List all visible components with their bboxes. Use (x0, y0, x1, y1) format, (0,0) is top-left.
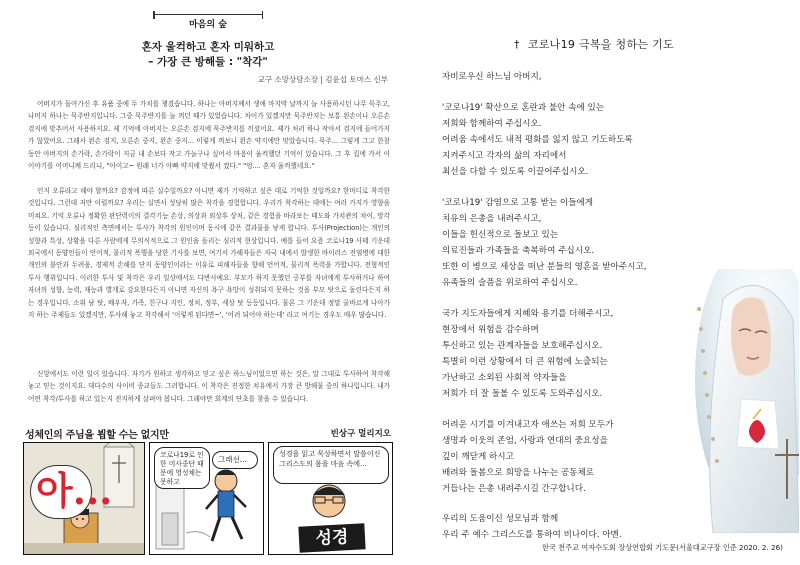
prayer-line: 저희가 더 잘 돌볼 수 있도록 도와주십시오. (442, 389, 603, 399)
comic-strip (23, 426, 393, 557)
prayer-line: 생명과 이웃의 존엄, 사랑과 연대의 중요성을 (442, 436, 608, 446)
prayer-title-text: 코로나19 극복을 청하는 기도 (527, 38, 674, 51)
comic-panel-2 (149, 442, 264, 555)
article-paragraph-1: 어버지가 돌아가신 후 유품 중에 두 가치를 챙겼습니다. 하나는 아버지께서 생애 마지막 날까지 늘 사용하시던 나무 묵주고, 나머지 하나는 묵주반지입니다. 그중 묵주반지를 늘 껴던 때가 있었습니다. 차이가 있겠지만 묵주반지는 보통 왼손이나 오른손 검지에 맞추어서 사용하지요. 제 기억에 아버지는 오른손 검지에 묵주반지를 끼셨어요. 제가 처러 하나 작아서 검지에 들어가지가 않았어요. 그래서 왼손 검지, 오른손 중지, 왼손 중지... 이렇게 껴보니 왼손 약지에만 맞았습니다. 묵주... 그렇게 그고 한참동안 아버지의 손가락, 손가락이 지금 내 손보다 작고 가늘구나 싶어서 마음이 울컥했던 기억이 있습니다. 그 후 집에 가서 이 이야기를 어머니께 드리니, "아이고~ 원래 너가 아빠 약지에 맞췄서 껐다." "엉.... 혼자 울컥했네요." (28, 100, 390, 171)
virgin-mary-illustration (683, 269, 799, 533)
prayer-line: 이들을 헌신적으로 돌보고 있는 (442, 230, 559, 240)
prayer-title (514, 36, 674, 52)
prayer-line: '코로나19' 감염으로 고통 받는 이들에게 (442, 198, 594, 208)
comic-speech-bubble-1: 코로나19로 인한 미사중단 때문에 영성체는 못하고 (154, 447, 210, 489)
prayer-line: 최선을 다할 수 있도록 이끌어주십시오. (442, 167, 589, 177)
comic-speech-bubble-2: 그래선... (212, 451, 258, 469)
prayer-line: '코로나19' 확산으로 혼란과 불안 속에 있는 (442, 103, 605, 113)
prayer-line: 깊이 깨닫게 하시고 (442, 452, 514, 462)
prayer-line: 지켜주시고 각자의 삶의 자리에서 (442, 151, 567, 161)
comic-panel-3 (268, 442, 393, 555)
prayer-line: 배려와 돌봄으로 희망을 나누는 공동체로 (442, 468, 595, 478)
left-page (22, 14, 394, 559)
prayer-line: 어려운 시기를 이겨내고자 애쓰는 저희 모두가 (442, 420, 614, 430)
prayer-line: 또한 이 병으로 세상을 떠난 분들의 영혼을 받아주시고, (442, 262, 647, 272)
prayer-line: 저희와 함께하여 주십시오. (442, 119, 542, 129)
bible-book: 성경 (298, 523, 365, 552)
prayer-line: 치유의 은총을 내려주시고, (442, 214, 542, 224)
prayer-line: 가난하고 소외된 사회적 약자들을 (442, 373, 567, 383)
comic-panel-1 (23, 442, 145, 555)
right-page (420, 14, 795, 559)
comic-exclamation: 아... (36, 468, 113, 513)
prayer-line: 우리 주 예수 그리스도를 통하여 비나이다. 아멘. (442, 530, 622, 540)
prayer-line: 유족들의 슬픔을 위로하여 주십시오. (442, 278, 578, 288)
prayer-line: 거듭나는 은총 내려주시길 간구합니다. (442, 484, 586, 494)
prayer-source-note: 한국 천주교 여자수도회 장상연합회 기도문(서울대교구장 인준 2020. 2. 26) (542, 543, 783, 552)
prayer-line: 의료진들과 가족들을 축복하여 주십시오. (442, 246, 595, 256)
article-paragraph-3: 신앙에서도 이런 일이 있습니다. 자기가 원하고 생각하고 믿고 싶은 하느님이었으면 하는 것은, 말 그대로 투사하여 착각해놓고 믿는 것이지요. 대다수의 사이비 종교들도 그러합니다. 이 착각은 진정한 치유에서 가장 큰 방해물 중의 하나입니다. 내가 어떤 착각/투사를 하고 있는지 진지하게 살펴야 봅니다. 그래야만 회계의 단초를 찾을 수 있습니다. (28, 370, 390, 403)
prayer-line: 자비로우신 하느님 아버지, (442, 72, 542, 82)
comic-title: 성체인의 주님을 뵙할 수는 없지만 (25, 430, 169, 441)
prayer-line: 국가 지도자들에게 지혜와 용기를 더해주시고, (442, 309, 614, 319)
cross-icon: † (514, 38, 520, 51)
prayer-line: 특별히 이런 상황에서 더 큰 위험에 노출되는 (442, 357, 608, 367)
article-author: 교구 소망상담소장 | 김윤섭 토마스 신부 (257, 75, 388, 84)
prayer-line: 현장에서 위험을 감수하며 (442, 325, 539, 335)
prayer-line: 투신하고 있는 관계자들을 보호해주십시오. (442, 341, 603, 351)
article-title-line2: – 가장 큰 방해들 : "착각" (148, 56, 268, 68)
comic-credit: 빈상구 멀리지오 (330, 429, 391, 439)
column-tag: 마음의 숲 (154, 14, 262, 33)
article-paragraph-2: 인지 오류라고 해야 할까요? 감정에 따른 실수일까요? 아니면 제가 기억하고 싶은 대로 기억한 것일까요? 한마디로 착각한 것입니다. 그런데 저만 이럴까요? 우리는 실면서 성당히 많은 착각을 경험합니다. 우리가 착각하는 데에는 여러 가지가 영향을 미쳐요. 기억 오류나 정확한 판단력이의 결각기능 손상, 의상과 외상후 상처, 같은 경험을 바라보는 태도와 가치관의 차이, 망각 등이 있습니다. 심리적인 측면에서는 투사가 착각의 원인이며 동시에 같은 결과물을 낳게 합니다. 투사(Projection)는 개인의 성향과 특성, 상황을 다른 사람에게 무의식적으로 그 원인을 돌리는 심리적 현상입니다. 예를 들어 요즘 코로나19 사태 기운데 외국에서 동양인들이 언어적, 물리적 폭행을 당한 기사를 보면, 여기서 가해자들은 자국 내에서 발생한 바이러스 전염병에 대한 개인의 불안과 두려움, 경제적 손해를 단지 동양인이라는 이유로 피해자들을 향해 언어적, 물리적 폭력을 가합니다. 전형적인 투사 행위입니다. 이러한 투사 및 착각은 우리 일상에서도 다반사예요. 부모가 하지 못했던 공부를 자녀에게 투사하거나 하여 자녀의 성향, 능력, 재능과 별개로 강요한다든지 아니면 자신의 욕구 욕망이 성취되지 못하는 것을 부모 탓으로 돌린다든지 하는 경우입니다. 소위 남 탓, 배우자, 가족, 친구나 지인, 정치, 정부, 세상 탓 등등입니다. 물론 그 기운데 정말 올바르게 나아가지 하는 주제들도 있겠지만, 투사해 놓고 착각해서 '이렇게 된다면~', '어려 되어야 하는데' 라고 여기는 경우도 매우 많습니다. (28, 187, 390, 320)
comic-speech-bubble-3: 성경을 읽고 묵상하면서 말씀이신 그리스도의 몸을 마음 속에... (273, 446, 389, 484)
prayer-line: 어려움 속에서도 내적 평화를 잃지 않고 기도하도록 (442, 135, 633, 145)
article-title-line1: 혼자 울컥하고 혼자 미워하고 (141, 41, 275, 53)
prayer-line: 우리의 도움이신 성모님과 함께 (442, 514, 559, 524)
